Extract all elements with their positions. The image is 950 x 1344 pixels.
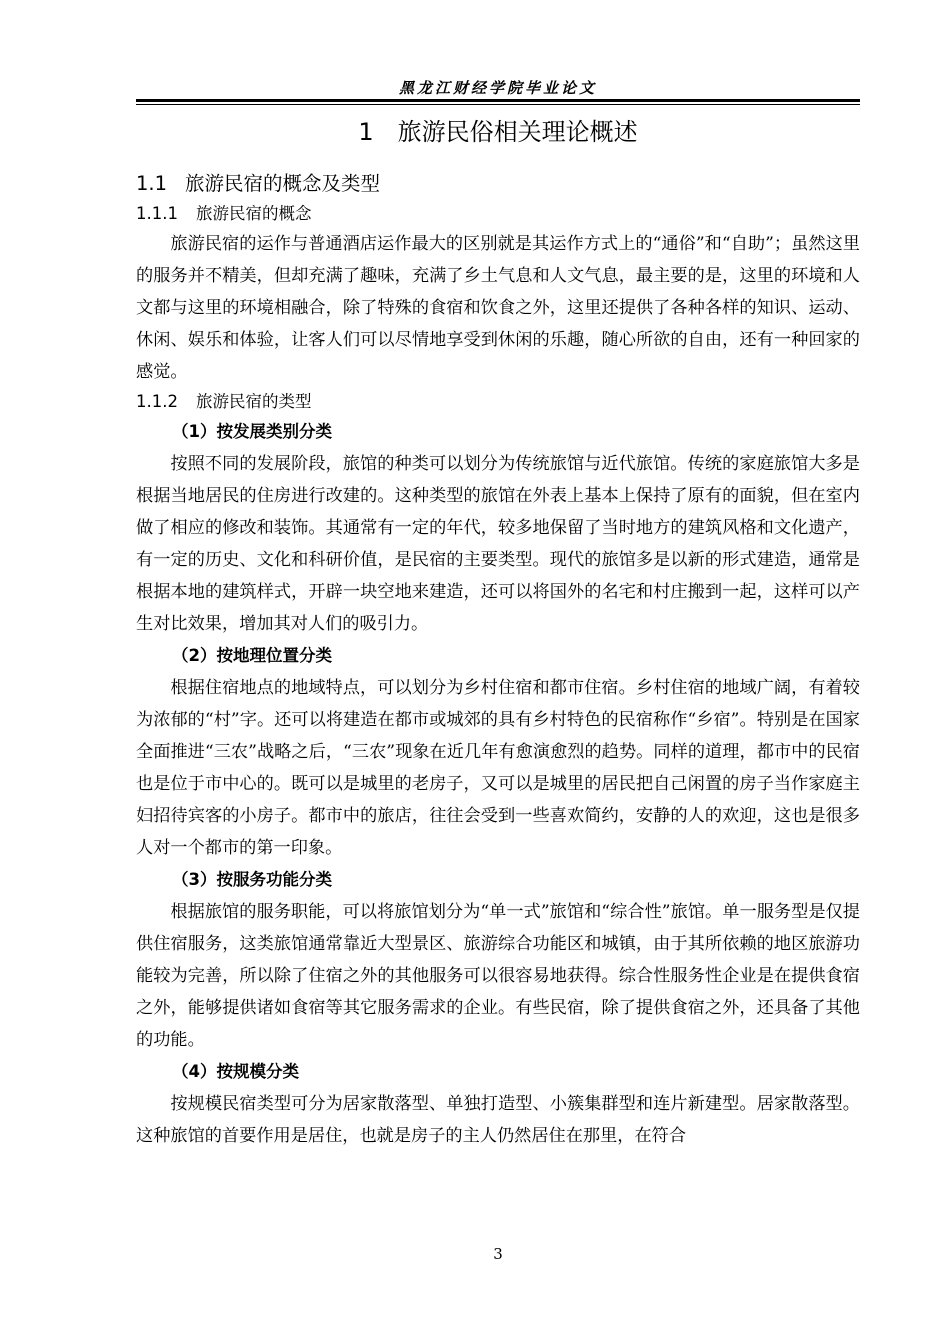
header-rule-thick: [136, 99, 860, 102]
paragraph: 按规模民宿类型可分为居家散落型、单独打造型、小簇集群型和连片新建型。居家散落型。这种旅馆的首要作用是居住，也就是房子的主人仍然居住在那里，在符合: [136, 1094, 860, 1146]
chapter-title-text: 旅游民俗相关理论概述: [397, 118, 638, 146]
section-number: 1.1: [136, 172, 168, 195]
paragraph: 根据旅馆的服务职能，可以将旅馆划分为“单一式”旅馆和“综合性”旅馆。单一服务型是仅提供住宿服务，这类旅馆通常靠近大型景区、旅游综合功能区和城镇，由于其所依赖的地区旅游功能较为完善，所以除了住宿之外的其他服务可以很容易地获得。综合性服务性企业是在提供食宿之外，能够提供诸如食宿等其它服务需求的企业。有些民宿，除了提供食宿之外，还具备了其他的功能。: [136, 902, 860, 1050]
category-heading: （1）按发展类别分类: [172, 422, 332, 441]
subsection-heading: [136, 388, 860, 416]
subsection-title: 旅游民宿的类型: [195, 392, 312, 411]
paragraph: 旅游民宿的运作与普通酒店运作最大的区别就是其运作方式上的“通俗”和“自助”；虽然这里的服务并不精美，但却充满了趣味，充满了乡土气息和人文气息，最主要的是，这里的环境和人文都与这里的环境相融合，除了特殊的食宿和饮食之外，这里还提供了各种各样的知识、运动、休闲、娱乐和体验，让客人们可以尽情地享受到休闲的乐趣，随心所欲的自由，还有一种回家的感觉。: [136, 234, 860, 382]
section-title: 旅游民宿的概念及类型: [185, 172, 381, 195]
subsection-number: 1.1.2: [136, 392, 178, 411]
subsection-heading: [136, 200, 860, 228]
running-header: 黑龙江财经学院毕业论文: [398, 79, 597, 97]
header-rule-thin: [136, 104, 860, 105]
category-heading: （4）按规模分类: [172, 1062, 299, 1081]
chapter-number: 1: [358, 118, 374, 146]
section-heading: [136, 168, 860, 200]
subsection-number: 1.1.1: [136, 204, 178, 223]
category-heading: （3）按服务功能分类: [172, 870, 332, 889]
body-content: [136, 168, 860, 1152]
paragraph: 根据住宿地点的地域特点，可以划分为乡村住宿和都市住宿。乡村住宿的地域广阔，有着较为浓郁的“村”字。还可以将建造在都市或城郊的具有乡村特色的民宿称作“乡宿”。特别是在国家全面推进“三农”战略之后，“三农”现象在近几年有愈演愈烈的趋势。同样的道理，都市中的民宿也是位于市中心的。既可以是城里的老房子，又可以是城里的居民把自己闲置的房子当作家庭主妇招待宾客的小房子。都市中的旅店，往往会受到一些喜欢简约，安静的人的欢迎，这也是很多人对一个都市的第一印象。: [136, 678, 860, 858]
category-heading: （2）按地理位置分类: [172, 646, 332, 665]
chapter-title: [136, 112, 860, 152]
subsection-title: 旅游民宿的概念: [195, 204, 312, 223]
page-number: 3: [493, 1245, 503, 1263]
paragraph: 按照不同的发展阶段，旅馆的种类可以划分为传统旅馆与近代旅馆。传统的家庭旅馆大多是根据当地居民的住房进行改建的。这种类型的旅馆在外表上基本上保持了原有的面貌，但在室内做了相应的修改和装饰。其通常有一定的年代，较多地保留了当时地方的建筑风格和文化遗产，有一定的历史、文化和科研价值，是民宿的主要类型。现代的旅馆多是以新的形式建造，通常是根据本地的建筑样式，开辟一块空地来建造，还可以将国外的名宅和村庄搬到一起，这样可以产生对比效果，增加其对人们的吸引力。: [136, 454, 860, 634]
